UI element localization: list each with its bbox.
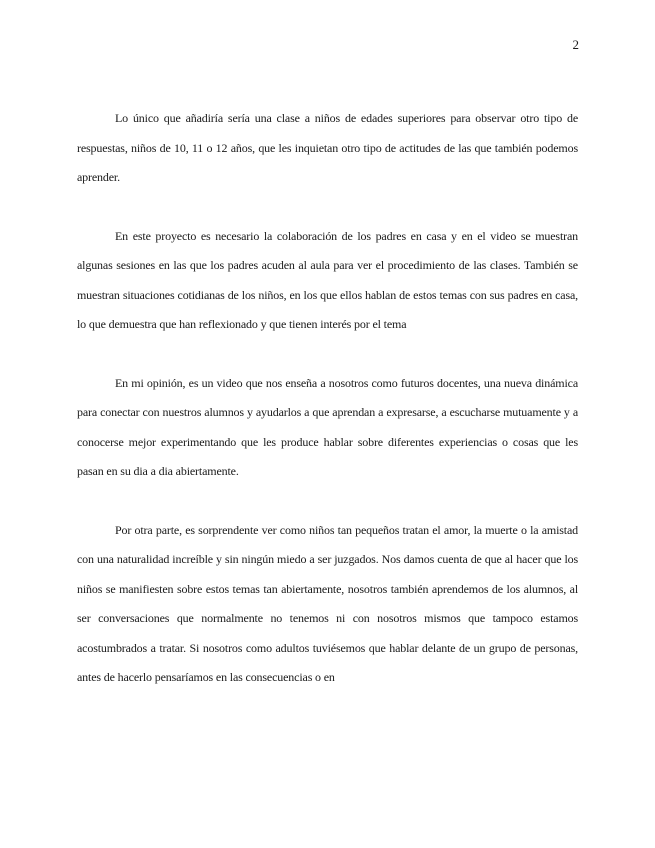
document-body	[77, 104, 578, 693]
paragraph-2: En este proyecto es necesario la colaboración de los padres en casa y en el video se muestran algunas sesiones en las que los padres acuden al aula para ver el procedimiento de las clases. También se muestran situaciones cotidianas de los niños, en los que ellos hablan de estos temas con sus padres en casa, lo que demuestra que han reflexionado y que tienen interés por el tema	[77, 228, 578, 331]
page-number: 2	[572, 37, 579, 52]
paragraph-1: Lo único que añadiría sería una clase a niños de edades superiores para observar otro tipo de respuestas, niños de 10, 11 o 12 años, que les inquietan otro tipo de actitudes de las que también podemos aprender.	[77, 111, 578, 184]
paragraph-3: En mi opinión, es un video que nos enseña a nosotros como futuros docentes, una nueva dinámica para conectar con nuestros alumnos y ayudarlos a que aprendan a expresarse, a escucharse mutuamente y a conocerse mejor experimentando que les produce hablar sobre diferentes experiencias o cosas que les pasan en su dia a dia abiertamente.	[77, 375, 578, 478]
paragraph-4: Por otra parte, es sorprendente ver como niños tan pequeños tratan el amor, la muerte o la amistad con una naturalidad increíble y sin ningún miedo a ser juzgados. Nos damos cuenta de que al hacer que los niños se manifiesten sobre estos temas tan abiertamente, nosotros también aprendemos de los alumnos, al ser conversaciones que normalmente no tenemos ni con nosotros mismos que tampoco estamos acostumbrados a tratar. Si nosotros como adultos tuviésemos que hablar delante de un grupo de personas, antes de hacerlo pensaríamos en las consecuencias o en	[77, 522, 578, 684]
